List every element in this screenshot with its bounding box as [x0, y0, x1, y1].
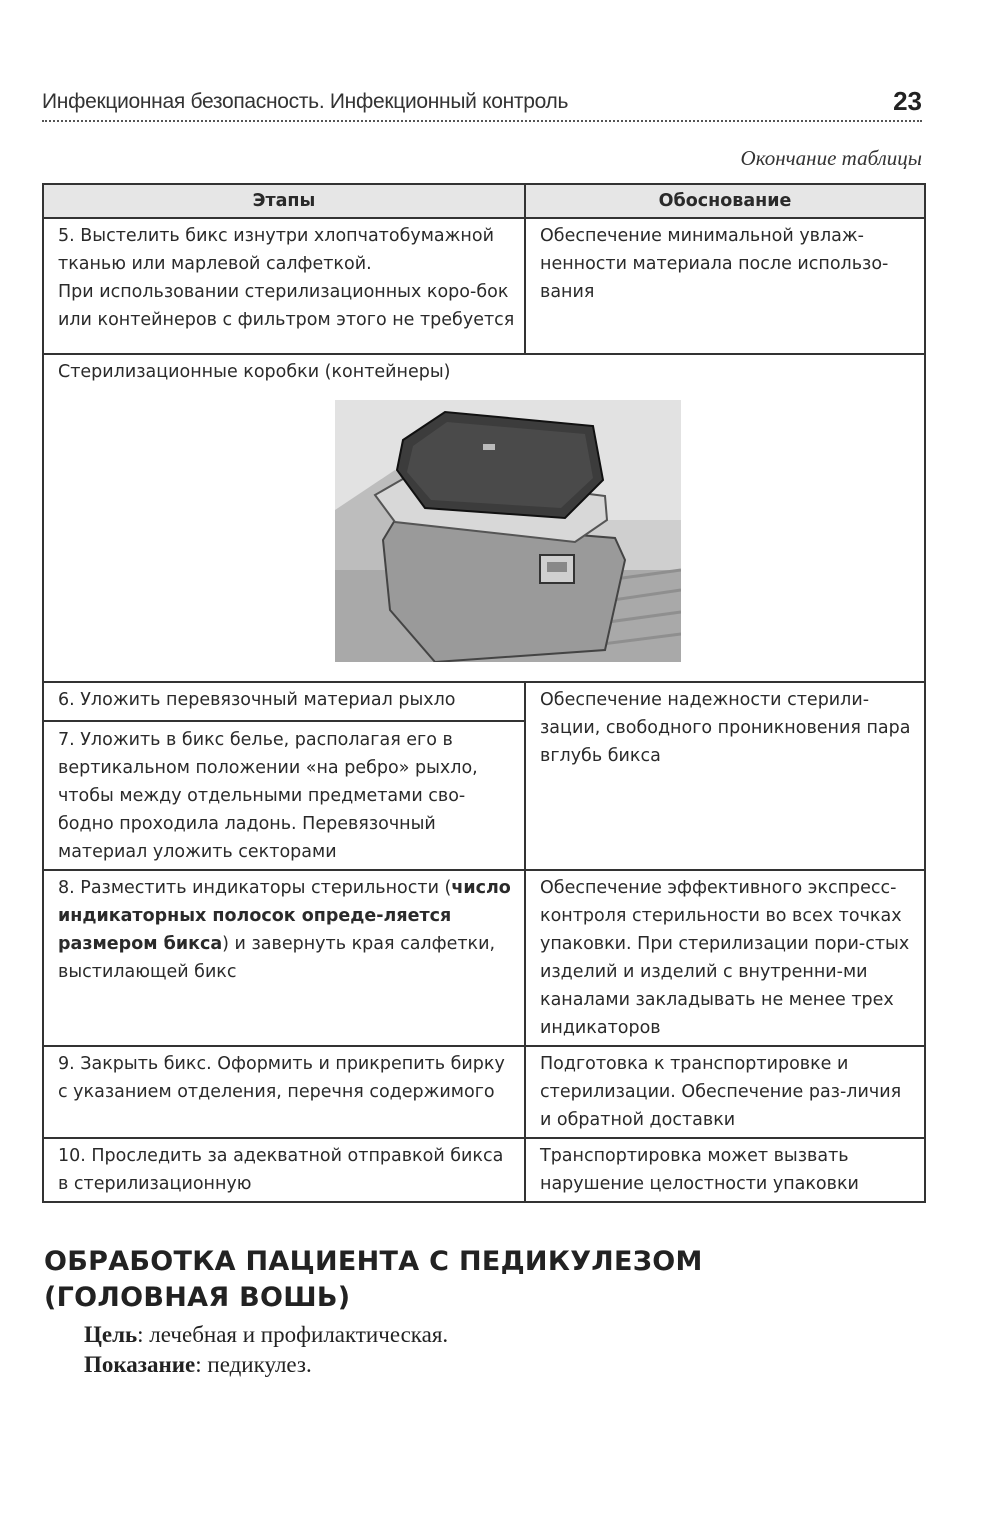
table-row	[43, 1046, 925, 1138]
header-stages: Этапы	[43, 184, 525, 218]
reason-10: Транспортировка может вызвать нарушение целостности упаковки	[525, 1138, 925, 1202]
page-number: 23	[893, 86, 922, 116]
reason-6-7: Обеспечение надежности стерили-зации, свободного проникновения пара вглубь бикса	[525, 682, 925, 870]
table-row	[43, 1138, 925, 1202]
indication-paragraph	[84, 1352, 312, 1378]
stage-8-bold: число индикаторных полосок опреде-ляется размером бикса	[58, 878, 511, 954]
section-title-line1: ОБРАБОТКА ПАЦИЕНТА С ПЕДИКУЛЕЗОМ	[44, 1246, 703, 1277]
photo-cell	[43, 354, 925, 682]
table-caption: Окончание таблицы	[740, 146, 922, 170]
indication-label: Показание	[84, 1352, 196, 1377]
stage-6: 6. Уложить перевязочный материал рыхло	[58, 690, 456, 710]
header-rationale: Обоснование	[525, 184, 925, 218]
reason-9: Подготовка к транспортировке и стерилизации. Обеспечение раз-личия и обратной доставки	[525, 1046, 925, 1138]
page-header	[42, 88, 922, 122]
procedure-table	[42, 183, 926, 1203]
table-row	[43, 682, 925, 870]
reason-8: Обеспечение эффективного экспресс-контроля стерильности во всех точках упаковки. При стерилизации пори-стых изделий и изделий с внутренни-ми каналами закладывать не менее трех индикаторов	[525, 870, 925, 1046]
goal-label: Цель	[84, 1322, 138, 1347]
table-row	[43, 218, 925, 354]
photo-label: Стерилизационные коробки (контейнеры)	[58, 362, 451, 382]
section-title	[44, 1244, 944, 1316]
goal-paragraph	[84, 1322, 448, 1348]
stage-6-7-cell	[43, 682, 525, 870]
table-header-row	[43, 184, 925, 218]
stage-8	[43, 870, 525, 1046]
table-row	[43, 870, 925, 1046]
reason-5: Обеспечение минимальной увлаж-ненности материала после использо-вания	[525, 218, 925, 354]
section-title-line2: (ГОЛОВНАЯ ВОШЬ)	[44, 1282, 351, 1313]
stage-10: 10. Проследить за адекватной отправкой бикса в стерилизационную	[43, 1138, 525, 1202]
stage-8-suffix: ) и завернуть края салфетки, выстилающей бикс	[58, 934, 496, 982]
stage-9: 9. Закрыть бикс. Оформить и прикрепить бирку с указанием отделения, перечня содержимого	[43, 1046, 525, 1138]
indication-text: : педикулез.	[195, 1352, 312, 1377]
sterilization-containers-photo	[335, 400, 681, 662]
running-title: Инфекционная безопасность. Инфекционный контроль	[42, 90, 569, 113]
stage-5: 5. Выстелить бикс изнутри хлопчатобумажной тканью или марлевой салфеткой. При использовании стерилизационных коро-бок или контейнеров с фильтром этого не требуется	[43, 218, 525, 354]
stage-7: 7. Уложить в бикс белье, располагая его в вертикальном положении «на ребро» рыхло, чтобы между отдельными предметами сво-бодно проходила ладонь. Перевязочный материал уложить секторами	[44, 720, 524, 866]
goal-text: : лечебная и профилактическая.	[137, 1322, 449, 1347]
table-row-photo	[43, 354, 925, 682]
stage-8-prefix: 8. Разместить индикаторы стерильности (	[58, 878, 452, 898]
